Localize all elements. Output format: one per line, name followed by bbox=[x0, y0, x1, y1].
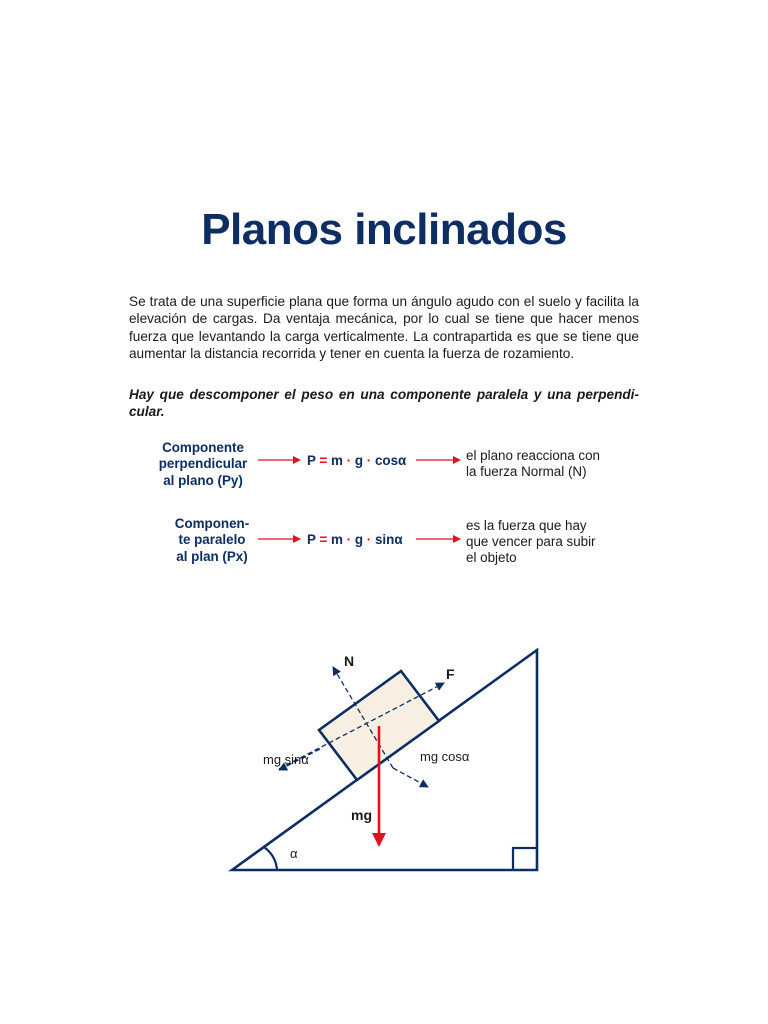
formula-dot: · bbox=[366, 532, 372, 547]
label-line: al plan (Px) bbox=[176, 548, 248, 564]
result-line: que vencer para subir bbox=[466, 534, 596, 550]
result-line: es la fuerza que hay bbox=[466, 518, 587, 533]
label-line: perpendicular bbox=[158, 456, 248, 472]
right-angle-marker bbox=[513, 848, 537, 870]
intro-paragraph: Se trata de una superficie plana que forma un ángulo agudo con el suelo y facilita la elevación de cargas. Da ventaja mecánica, por lo cual se tiene que hacer menos fuerza que levantando la carga verticalmente. La contrapartida es que se tiene que aumentar la distancia recorrida y tener en cuenta la fuerza de rozamiento. bbox=[129, 294, 639, 362]
label-line: al plano (Py) bbox=[163, 472, 243, 488]
formula-g: g bbox=[354, 453, 364, 468]
label-force: F bbox=[446, 666, 455, 682]
formula-equals: = bbox=[319, 453, 328, 468]
label-normal: N bbox=[344, 653, 355, 669]
label-alpha: α bbox=[290, 846, 298, 861]
formula-dot: · bbox=[346, 532, 352, 547]
angle-arc bbox=[264, 847, 277, 870]
label-line: Componente bbox=[162, 440, 244, 455]
label-mg-cos: mg cosα bbox=[420, 749, 470, 764]
formula-g: g bbox=[354, 532, 364, 547]
label-mg-sin: mg sinα bbox=[263, 752, 309, 767]
formula-dot: · bbox=[346, 453, 352, 468]
formula-function: cosα bbox=[374, 453, 407, 468]
result-line: la fuerza Normal (N) bbox=[466, 464, 587, 480]
page-title: Planos inclinados bbox=[201, 205, 567, 254]
label-line: Componen- bbox=[174, 516, 250, 531]
note-paragraph: Hay que descomponer el peso en una componente paralela y una perpendi-cular. bbox=[129, 387, 639, 420]
mg-cos-axis-dashed bbox=[393, 768, 428, 787]
formula-m: m bbox=[331, 532, 343, 547]
result-line: el objeto bbox=[466, 550, 517, 566]
result-line: el plano reacciona con bbox=[466, 448, 600, 463]
formula-p: P bbox=[307, 532, 316, 547]
formula-equals: = bbox=[319, 532, 328, 547]
label-line: te paralelo bbox=[178, 532, 246, 548]
formula-m: m bbox=[331, 453, 343, 468]
label-mg: mg bbox=[351, 807, 372, 823]
formula-dot: · bbox=[366, 453, 372, 468]
formula-function: sinα bbox=[374, 532, 403, 547]
formula-p: P bbox=[307, 453, 316, 468]
